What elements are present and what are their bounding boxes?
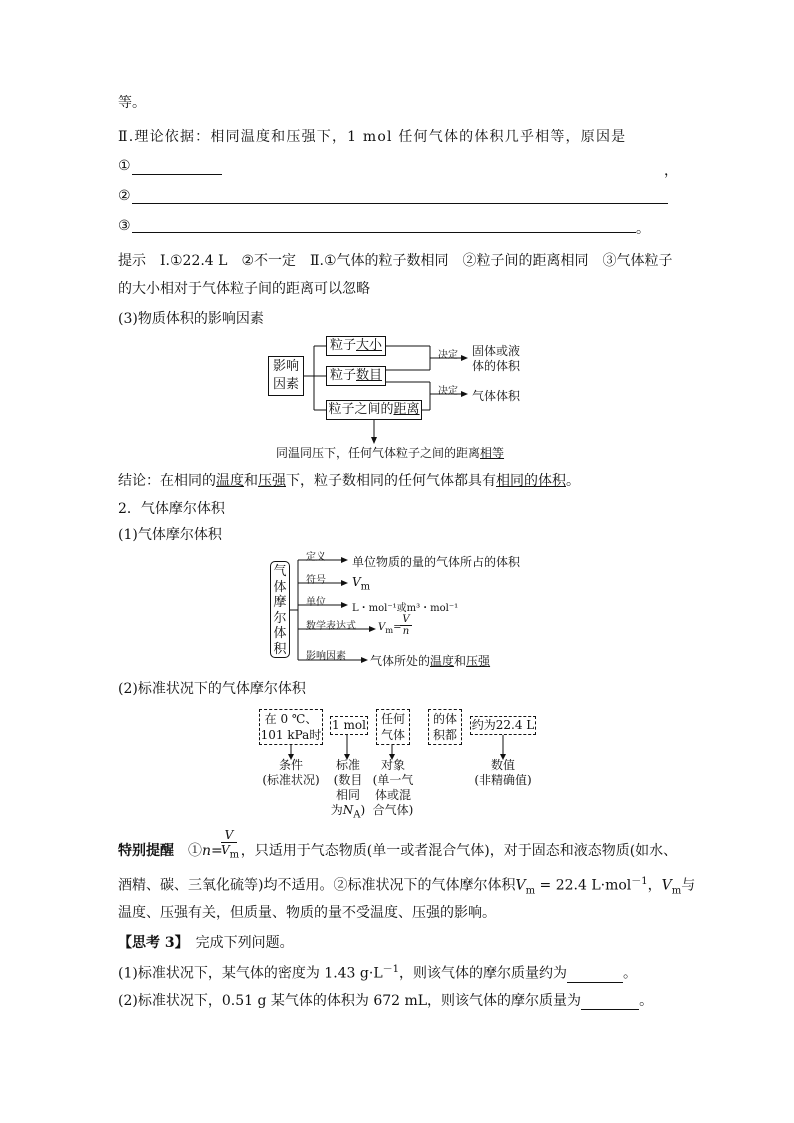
label3-line4: 合气体) [372, 803, 414, 817]
std-box-condition [259, 709, 323, 745]
label2-line4-pre: 为 [330, 803, 343, 817]
special-line2-end: 与 [681, 877, 696, 894]
std-box4-line1: 的体 [432, 712, 457, 726]
branch-definition-value: 单位物质的量的气体所占的体积 [352, 555, 521, 569]
result1-line1: 固体或液 [472, 344, 521, 358]
section2-title: 2．气体摩尔体积 [118, 501, 225, 517]
label4-line2: (非精确值) [474, 773, 532, 787]
branch-unit-value: L・mol⁻¹或m³・mol⁻¹ [352, 603, 459, 614]
factor-and: 和 [454, 654, 467, 668]
branch-symbol-label: 符号 [306, 575, 326, 586]
std-label-object [368, 758, 418, 818]
label2-line4-sub: A [353, 809, 361, 821]
hint-line-1: 提示 Ⅰ.①22.4 L ②不一定 Ⅱ.①气体的粒子数相同 ②粒子间的距离相同 ③气体粒子 [118, 253, 673, 269]
special-n: n [202, 843, 212, 859]
root-char-2: 体 [273, 579, 287, 595]
q1-sup: －1 [382, 964, 399, 975]
factor-pressure: 压强 [466, 654, 491, 668]
text-deng: 等。 [118, 95, 146, 111]
result-gas-volume: 气体体积 [472, 389, 521, 403]
item-size-pre: 粒子 [329, 338, 356, 353]
think-q1 [118, 960, 637, 983]
item-count-underlined: 数目 [356, 368, 383, 383]
special-line2-pre: 酒精、碳、三氧化硫等)均不适用。②标准状况下的气体摩尔体积 [118, 877, 516, 894]
std-box-any-gas [376, 709, 410, 745]
section3-title: (3)物质体积的影响因素 [118, 311, 264, 327]
factor-pre: 气体所处的 [370, 654, 431, 668]
special-line2-val: = 22.4 L·mol [535, 877, 632, 894]
std-box-224: 约为22.4 L [470, 716, 536, 735]
q1-end: 。 [623, 965, 637, 982]
std-box4-line2: 积都 [432, 728, 457, 742]
special-eq: = [211, 843, 223, 859]
q1-pre: (1)标准状况下，某气体的密度为 1.43 g·L [118, 965, 383, 982]
bottom-note-underlined: 相等 [480, 446, 505, 460]
label2-line3: 相同 [335, 788, 360, 802]
label1-line1: 条件 [278, 758, 303, 772]
comma-1: ， [664, 163, 678, 179]
label2-line4-n: N [342, 803, 354, 817]
conclusion-p1: 结论：在相同的 [118, 473, 216, 489]
think-task: 完成下列问题。 [181, 935, 294, 951]
think-header [118, 932, 294, 952]
root-char-6: 积 [273, 641, 287, 657]
hint-line-2: 的大小相对于气体粒子间的距离可以忽略 [118, 281, 370, 297]
blank-label-3: ③ [118, 218, 131, 234]
label2-line4 [327, 803, 369, 822]
root-char-3: 摩 [273, 595, 287, 611]
formula-vm-sub: m [385, 625, 394, 635]
special-circ1: ① [188, 843, 202, 859]
label2-line1: 标准 [335, 758, 360, 772]
conclusion-same-volume: 相同的体积 [496, 473, 566, 489]
special-line-1 [118, 840, 677, 860]
std-label-standard [327, 758, 369, 822]
std-box-volume [428, 709, 462, 745]
blank-label-1: ① [118, 158, 131, 174]
special-after: ，只适用于气态物质(单一或者混合气体)，对于固态和液态物质(如水、 [240, 843, 678, 859]
formula-vm: V [378, 622, 386, 633]
label3-line3: 体或混 [374, 788, 411, 802]
label1-line2: (标准状况) [262, 773, 320, 787]
q1-answer-blank[interactable] [567, 968, 623, 983]
root-char-1: 气 [273, 564, 287, 579]
item-size-underlined: 大小 [356, 338, 383, 353]
std-box-1mol: 1 mol [330, 716, 368, 735]
branch-factor-label: 影响因素 [306, 651, 346, 662]
std-label-condition [251, 758, 331, 788]
branch-formula-label: 数学表达式 [306, 621, 356, 632]
special-frac-den [221, 842, 240, 862]
std-box1-line1: 在 0 ℃、 [264, 712, 318, 726]
label3-line1: 对象 [380, 758, 405, 772]
decide-label-2: 决定 [438, 386, 458, 397]
q2-pre: (2)标准状况下，0.51 g 某气体的体积为 672 mL，则该气体的摩尔质量为 [118, 993, 582, 1009]
label3-line2: (单一气 [372, 773, 414, 787]
conclusion-p2: 和 [244, 473, 258, 489]
q1-post: ，则该气体的摩尔质量约为 [399, 965, 567, 982]
root-char-4: 尔 [273, 610, 287, 626]
branch-unit-label: 单位 [306, 597, 326, 608]
conclusion-p3: 下，粒子数相同的任何气体都具有 [286, 473, 496, 489]
label4-line1: 数值 [490, 758, 515, 772]
section2-sub1: (1)气体摩尔体积 [118, 527, 222, 543]
std-box3-line2: 气体 [380, 728, 405, 742]
section-std-title: (2)标准状况下的气体摩尔体积 [118, 681, 306, 697]
blank-label-2: ② [118, 188, 131, 204]
diagram1-root-line1: 影响 [272, 359, 299, 374]
q2-end: 。 [639, 993, 654, 1009]
special-frac-den-v: V [221, 843, 230, 857]
special-line2-vm2: V [661, 877, 672, 894]
decide-label-1: 决定 [438, 350, 458, 361]
period-3: 。 [636, 221, 650, 237]
std-label-value [460, 758, 546, 788]
special-fraction [221, 828, 240, 862]
diagram1-root-line2: 因素 [272, 377, 299, 392]
think-q2 [118, 990, 653, 1010]
special-frac-den-sub: m [229, 849, 240, 861]
symbol-v: V [352, 575, 361, 589]
symbol-sub-m: m [360, 581, 371, 593]
std-box3-line1: 任何 [380, 712, 405, 726]
formula-denominator: n [400, 625, 412, 637]
bottom-note-pre: 同温同压下，任何气体粒子之间的距离 [276, 446, 481, 460]
conclusion-p4: 。 [566, 473, 580, 489]
result1-line2: 体的体积 [472, 359, 521, 373]
branch-definition-label: 定义 [306, 552, 326, 563]
q2-answer-blank[interactable] [581, 995, 639, 1010]
conclusion-pressure: 压强 [258, 473, 286, 489]
conclusion-temperature: 温度 [216, 473, 244, 489]
special-lead: 特别提醒 [118, 843, 174, 859]
item-count-pre: 粒子 [329, 368, 356, 383]
label2-line2: (数目 [333, 773, 363, 787]
special-frac-num: V [224, 828, 234, 842]
special-line2-sup: －1 [631, 876, 648, 887]
factor-temperature: 温度 [430, 654, 455, 668]
root-char-5: 体 [273, 626, 287, 642]
theory-basis: Ⅱ.理论依据：相同温度和压强下，1 mol 任何气体的体积几乎相等，原因是 [118, 129, 627, 145]
std-box1-line2: 101 kPa时 [260, 728, 322, 742]
special-line2-vm2-sub: m [671, 885, 682, 897]
special-line-3: 温度、压强有关，但质量、物质的量不受温度、压强的影响。 [118, 905, 496, 921]
label2-line4-post: ) [360, 803, 366, 817]
think-tag: 【思考 3】 [118, 935, 182, 951]
formula-numerator: V [402, 614, 410, 625]
item-distance-underlined: 距离 [393, 402, 420, 417]
special-line-2 [118, 872, 695, 896]
item-distance-pre: 粒子之间的 [328, 402, 394, 417]
special-line2-vm-sub: m [525, 885, 536, 897]
formula-eq: = [393, 622, 402, 633]
special-line2-vm: V [515, 877, 526, 894]
special-line2-post: ， [647, 877, 662, 894]
